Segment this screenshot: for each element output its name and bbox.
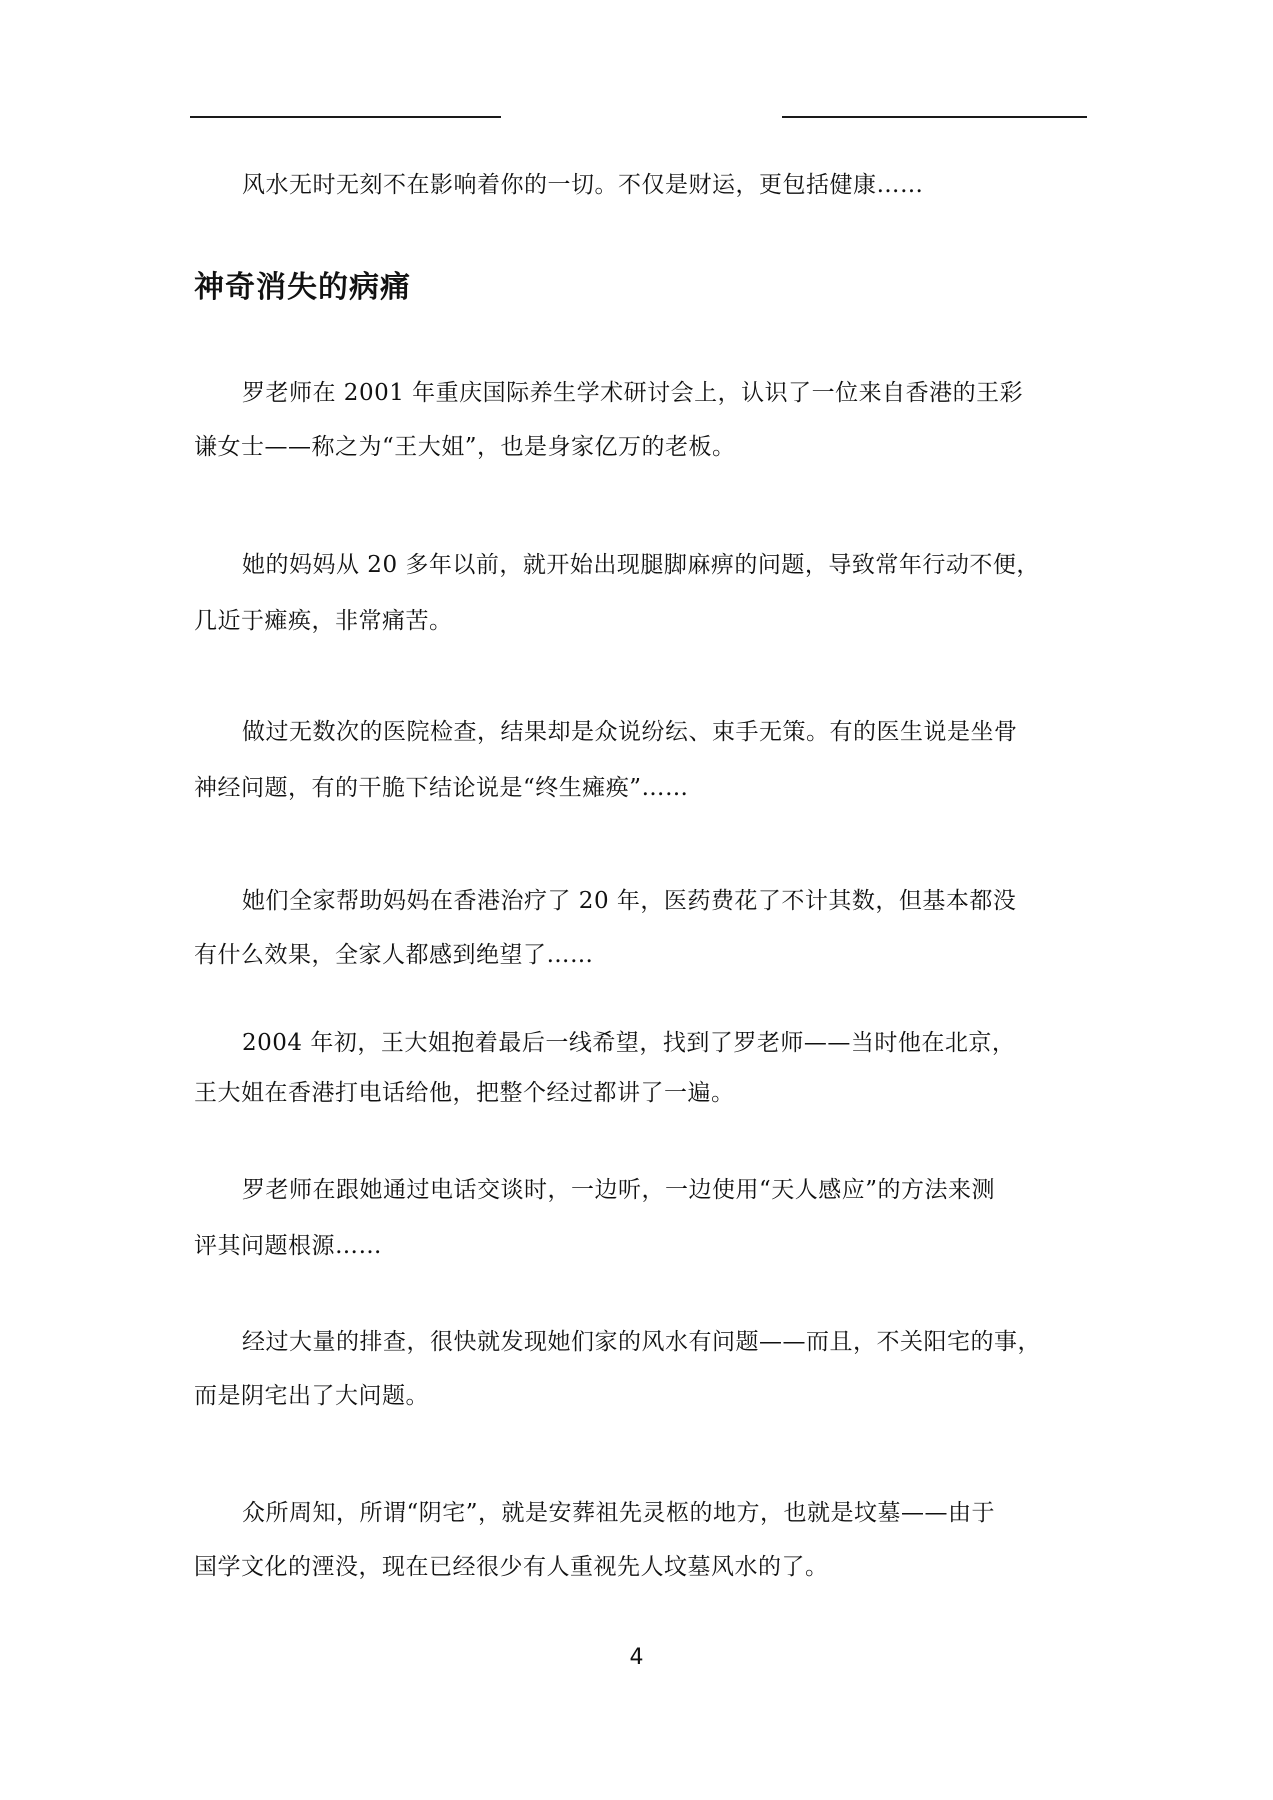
paragraph-line: 众所周知，所谓“阴宅”，就是安葬祖先灵柩的地方，也就是坟墓——由于: [242, 1500, 996, 1526]
section-heading: 神奇消失的病痛: [194, 270, 411, 305]
paragraph-8: [194, 1486, 1084, 1594]
paragraph-line: 罗老师在 2001 年重庆国际养生学术研讨会上，认识了一位来自香港的王彩: [242, 380, 1024, 406]
paragraph-line: 经过大量的排查，很快就发现她们家的风水有问题——而且，不关阳宅的事，: [242, 1329, 1041, 1355]
paragraph-line: 做过无数次的医院检查，结果却是众说纷纭、束手无策。有的医生说是坐骨: [242, 719, 1018, 745]
intro-paragraph: [194, 166, 1084, 199]
paragraph-line: 国学文化的湮没，现在已经很少有人重视先人坟墓风水的了。: [194, 1554, 829, 1580]
paragraph-3: [194, 704, 1084, 816]
paragraph-line: 几近于瘫痪，非常痛苦。: [194, 608, 453, 634]
paragraph-line: 神经问题，有的干脆下结论说是“终生瘫痪”……: [194, 775, 689, 801]
paragraph-line: 王大姐在香港打电话给他，把整个经过都讲了一遍。: [194, 1080, 735, 1106]
paragraph-4: [194, 874, 1084, 982]
header-rule-right: [782, 116, 1087, 118]
paragraph-line: 评其问题根源……: [194, 1233, 382, 1259]
paragraph-5: [194, 1018, 1084, 1118]
paragraph-line: 罗老师在跟她通过电话交谈时，一边听，一边使用“天人感应”的方法来测: [242, 1177, 996, 1203]
paragraph-line: 谦女士——称之为“王大姐”，也是身家亿万的老板。: [194, 434, 736, 460]
paragraph-2: [194, 537, 1084, 649]
paragraph-line: 她的妈妈从 20 多年以前，就开始出现腿脚麻痹的问题，导致常年行动不便，: [242, 552, 1040, 578]
paragraph-6: [194, 1162, 1084, 1274]
paragraph-line: 有什么效果，全家人都感到绝望了……: [194, 942, 594, 968]
intro-text: 风水无时无刻不在影响着你的一切。不仅是财运，更包括健康……: [242, 172, 924, 198]
paragraph-1: [194, 366, 1084, 474]
page-number: 4: [629, 1645, 644, 1670]
header-rule-left: [190, 116, 501, 118]
paragraph-line: 而是阴宅出了大问题。: [194, 1383, 429, 1409]
paragraph-line: 她们全家帮助妈妈在香港治疗了 20 年，医药费花了不计其数，但基本都没: [242, 888, 1017, 914]
paragraph-line: 2004 年初，王大姐抱着最后一线希望，找到了罗老师——当时他在北京，: [242, 1030, 1016, 1056]
paragraph-7: [194, 1315, 1084, 1423]
